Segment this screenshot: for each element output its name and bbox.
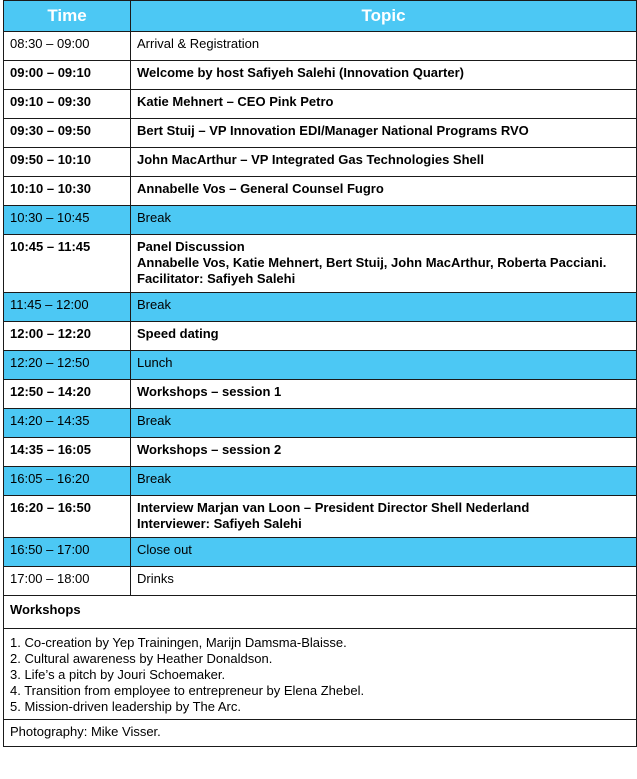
topic-line: Annabelle Vos – General Counsel Fugro: [137, 181, 384, 196]
topic-line: Break: [137, 210, 171, 225]
schedule-row: [4, 567, 637, 596]
topic-line: Facilitator: Safiyeh Salehi: [137, 271, 296, 286]
schedule-body: [4, 32, 637, 596]
topic-line: Speed dating: [137, 326, 219, 341]
schedule-time: 12:50 – 14:20: [4, 380, 131, 409]
schedule-topic: [131, 438, 637, 467]
schedule-time: 14:20 – 14:35: [4, 409, 131, 438]
workshop-item: 2. Cultural awareness by Heather Donaldson.: [10, 651, 273, 666]
agenda-table: [3, 0, 637, 747]
schedule-row: [4, 148, 637, 177]
workshops-list-row: [4, 629, 637, 720]
schedule-row: [4, 206, 637, 235]
topic-line: Workshops – session 1: [137, 384, 282, 399]
workshops-heading: Workshops: [4, 596, 637, 629]
schedule-row: [4, 351, 637, 380]
schedule-row: [4, 467, 637, 496]
topic-line: Annabelle Vos, Katie Mehnert, Bert Stuij, John MacArthur, Roberta Pacciani.: [137, 255, 607, 270]
schedule-row: [4, 409, 637, 438]
schedule-topic: [131, 538, 637, 567]
schedule-row: [4, 496, 637, 538]
time-column-header: Time: [4, 1, 131, 32]
topic-line: Welcome by host Safiyeh Salehi (Innovation Quarter): [137, 65, 464, 80]
schedule-time: 08:30 – 09:00: [4, 32, 131, 61]
schedule-topic: [131, 148, 637, 177]
schedule-time: 17:00 – 18:00: [4, 567, 131, 596]
schedule-time: 09:00 – 09:10: [4, 61, 131, 90]
schedule-row: [4, 380, 637, 409]
topic-line: Arrival & Registration: [137, 36, 260, 51]
schedule-row: [4, 235, 637, 293]
topic-line: Break: [137, 471, 171, 486]
schedule-time: 14:35 – 16:05: [4, 438, 131, 467]
topic-line: Interviewer: Safiyeh Salehi: [137, 516, 302, 531]
schedule-topic: [131, 496, 637, 538]
topic-line: Break: [137, 413, 171, 428]
schedule-topic: [131, 32, 637, 61]
workshop-item: 5. Mission-driven leadership by The Arc.: [10, 699, 241, 714]
schedule-row: [4, 177, 637, 206]
schedule-topic: [131, 567, 637, 596]
schedule-time: 12:00 – 12:20: [4, 322, 131, 351]
workshops-list: [4, 629, 637, 720]
workshop-item: 1. Co-creation by Yep Trainingen, Marijn Damsma-Blaisse.: [10, 635, 347, 650]
workshops-heading-row: [4, 596, 637, 629]
schedule-time: 10:10 – 10:30: [4, 177, 131, 206]
schedule-row: [4, 61, 637, 90]
agenda-document: [3, 0, 636, 747]
schedule-topic: [131, 61, 637, 90]
schedule-row: [4, 293, 637, 322]
footer-row: [4, 720, 637, 747]
schedule-topic: [131, 409, 637, 438]
schedule-time: 12:20 – 12:50: [4, 351, 131, 380]
workshop-item: 4. Transition from employee to entrepreneur by Elena Zhebel.: [10, 683, 365, 698]
topic-line: Lunch: [137, 355, 173, 370]
schedule-row: [4, 438, 637, 467]
schedule-topic: [131, 351, 637, 380]
schedule-time: 11:45 – 12:00: [4, 293, 131, 322]
schedule-topic: [131, 322, 637, 351]
schedule-topic: [131, 206, 637, 235]
schedule-topic: [131, 177, 637, 206]
header-row: [4, 1, 637, 32]
schedule-time: 16:50 – 17:00: [4, 538, 131, 567]
schedule-topic: [131, 467, 637, 496]
topic-line: Panel Discussion: [137, 239, 245, 254]
schedule-topic: [131, 90, 637, 119]
topic-line: Break: [137, 297, 171, 312]
topic-line: John MacArthur – VP Integrated Gas Technologies Shell: [137, 152, 484, 167]
topic-line: Interview Marjan van Loon – President Director Shell Nederland: [137, 500, 530, 515]
schedule-time: 09:30 – 09:50: [4, 119, 131, 148]
schedule-topic: [131, 119, 637, 148]
schedule-topic: [131, 380, 637, 409]
schedule-time: 10:30 – 10:45: [4, 206, 131, 235]
topic-line: Bert Stuij – VP Innovation EDI/Manager National Programs RVO: [137, 123, 529, 138]
schedule-time: 09:10 – 09:30: [4, 90, 131, 119]
schedule-row: [4, 32, 637, 61]
topic-line: Workshops – session 2: [137, 442, 282, 457]
schedule-topic: [131, 293, 637, 322]
topic-line: Katie Mehnert – CEO Pink Petro: [137, 94, 334, 109]
topic-line: Drinks: [137, 571, 174, 586]
schedule-time: 16:20 – 16:50: [4, 496, 131, 538]
topic-line: Close out: [137, 542, 192, 557]
schedule-time: 16:05 – 16:20: [4, 467, 131, 496]
schedule-row: [4, 538, 637, 567]
photography-credit: Photography: Mike Visser.: [4, 720, 637, 747]
schedule-row: [4, 119, 637, 148]
schedule-time: 09:50 – 10:10: [4, 148, 131, 177]
schedule-row: [4, 90, 637, 119]
schedule-time: 10:45 – 11:45: [4, 235, 131, 293]
workshop-item: 3. Life’s a pitch by Jouri Schoemaker.: [10, 667, 226, 682]
schedule-row: [4, 322, 637, 351]
schedule-topic: [131, 235, 637, 293]
topic-column-header: Topic: [131, 1, 637, 32]
